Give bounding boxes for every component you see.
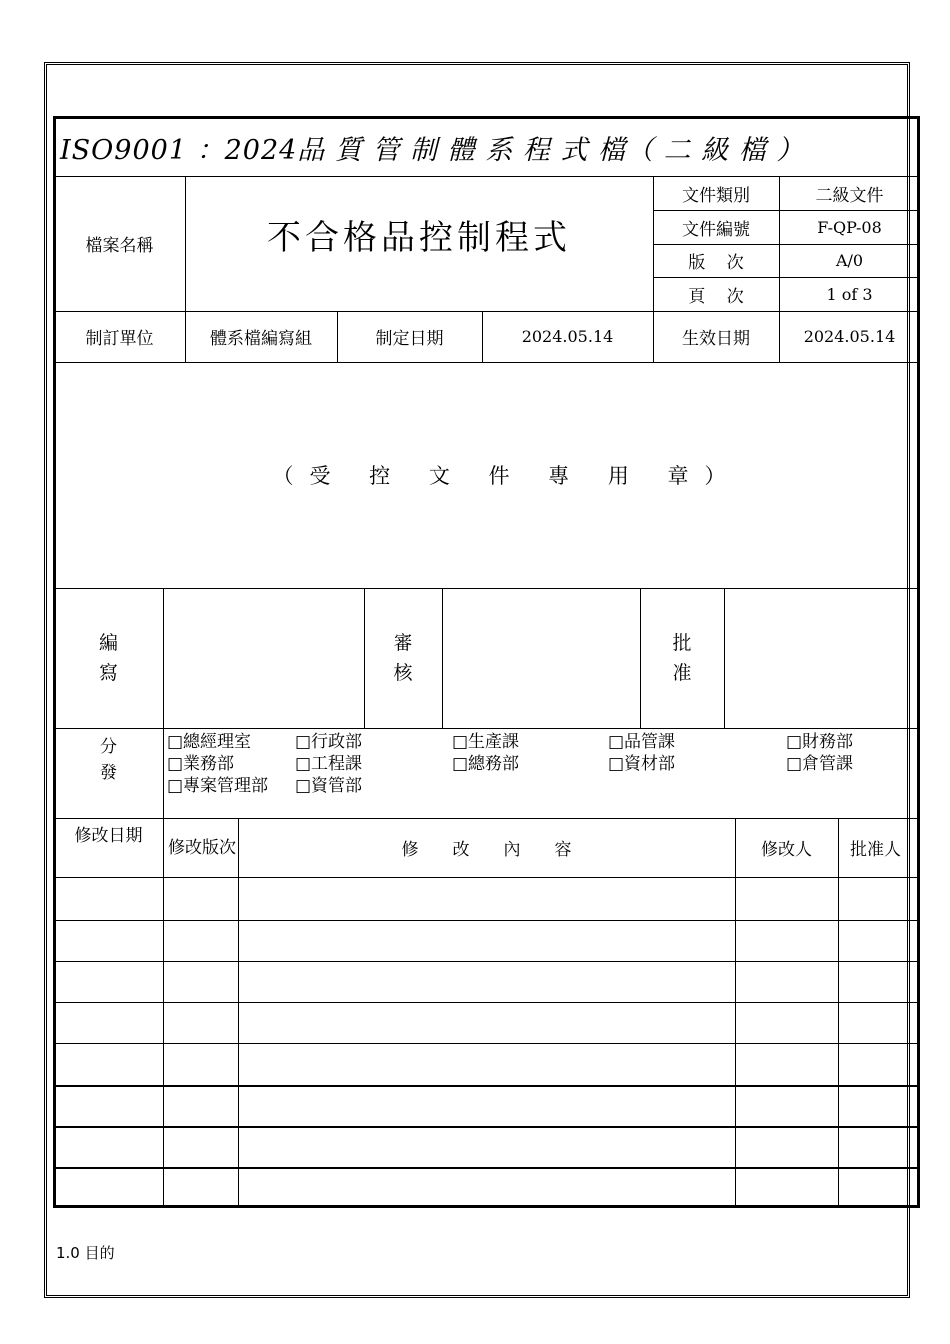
set-date-label: 制定日期 — [375, 329, 444, 349]
rule — [54, 961, 920, 962]
rev-content-header: 修 改 內 容 — [401, 840, 572, 860]
dist-warehouse[interactable]: □倉管課 — [786, 754, 854, 774]
rev-editor-header: 修改人 — [761, 840, 812, 860]
version: A/0 — [835, 251, 864, 270]
approve-signature[interactable] — [725, 589, 920, 728]
dist-gm-office[interactable]: □總經理室 — [167, 732, 252, 752]
write-signature[interactable] — [164, 589, 364, 728]
dist-qc[interactable]: □品管課 — [608, 732, 676, 752]
rev-approver-header: 批准人 — [850, 840, 901, 860]
rule — [54, 1126, 920, 1128]
doc-type-label: 文件類別 — [682, 185, 750, 206]
file-name-label: 檔案名稱 — [85, 236, 154, 256]
unit-label: 制訂單位 — [85, 329, 154, 349]
dist-general-affairs[interactable]: □總務部 — [452, 754, 520, 774]
rev-date-header: 修改日期 — [74, 825, 143, 846]
rule — [54, 1002, 920, 1003]
dist-production[interactable]: □生產課 — [452, 732, 520, 752]
write-label: 編 寫 — [98, 632, 118, 684]
dist-sales[interactable]: □業務部 — [167, 754, 235, 774]
dist-finance[interactable]: □財務部 — [786, 732, 854, 752]
rule — [54, 877, 920, 878]
unit: 體系檔編寫組 — [210, 329, 312, 349]
dist-materials[interactable]: □資材部 — [608, 754, 676, 774]
controlled-stamp-area: （受 控 文 件 專 用 章） — [272, 464, 742, 488]
dist-admin[interactable]: □行政部 — [295, 732, 363, 752]
dist-project-mgmt[interactable]: □專案管理部 — [167, 776, 269, 796]
approve-label: 批 准 — [672, 632, 692, 684]
rule — [54, 728, 920, 729]
effective-label: 生效日期 — [682, 329, 750, 349]
rule — [54, 1167, 920, 1169]
rev-version-header: 修改版次 — [168, 838, 236, 858]
dist-engineering[interactable]: □工程課 — [295, 754, 363, 774]
rule — [163, 818, 164, 1208]
page-number: 1 of 3 — [826, 284, 873, 304]
rule — [54, 1085, 920, 1087]
dist-info-mgmt[interactable]: □資管部 — [295, 776, 363, 796]
review-label: 審 核 — [393, 632, 413, 684]
review-signature[interactable] — [443, 589, 640, 728]
doc-no: F-QP-08 — [817, 217, 882, 237]
version-label: 版 次 — [688, 253, 744, 273]
rule — [54, 1043, 920, 1044]
doc-no-label: 文件編號 — [682, 219, 750, 240]
effective-date: 2024.05.14 — [803, 327, 896, 346]
set-date: 2024.05.14 — [521, 327, 614, 346]
distribution-label: 分 發 — [100, 737, 117, 783]
doc-type: 二級文件 — [815, 185, 884, 206]
file-name: 不合格品控制程式 — [267, 217, 571, 258]
document-title: ISO9001 ：2024品 質 管 制 體 系 程 式 檔（ 二 級 檔 ） — [60, 135, 805, 166]
page-label: 頁 次 — [688, 286, 744, 307]
section-heading: 1.0 目的 — [56, 1244, 115, 1262]
rule — [54, 920, 920, 921]
